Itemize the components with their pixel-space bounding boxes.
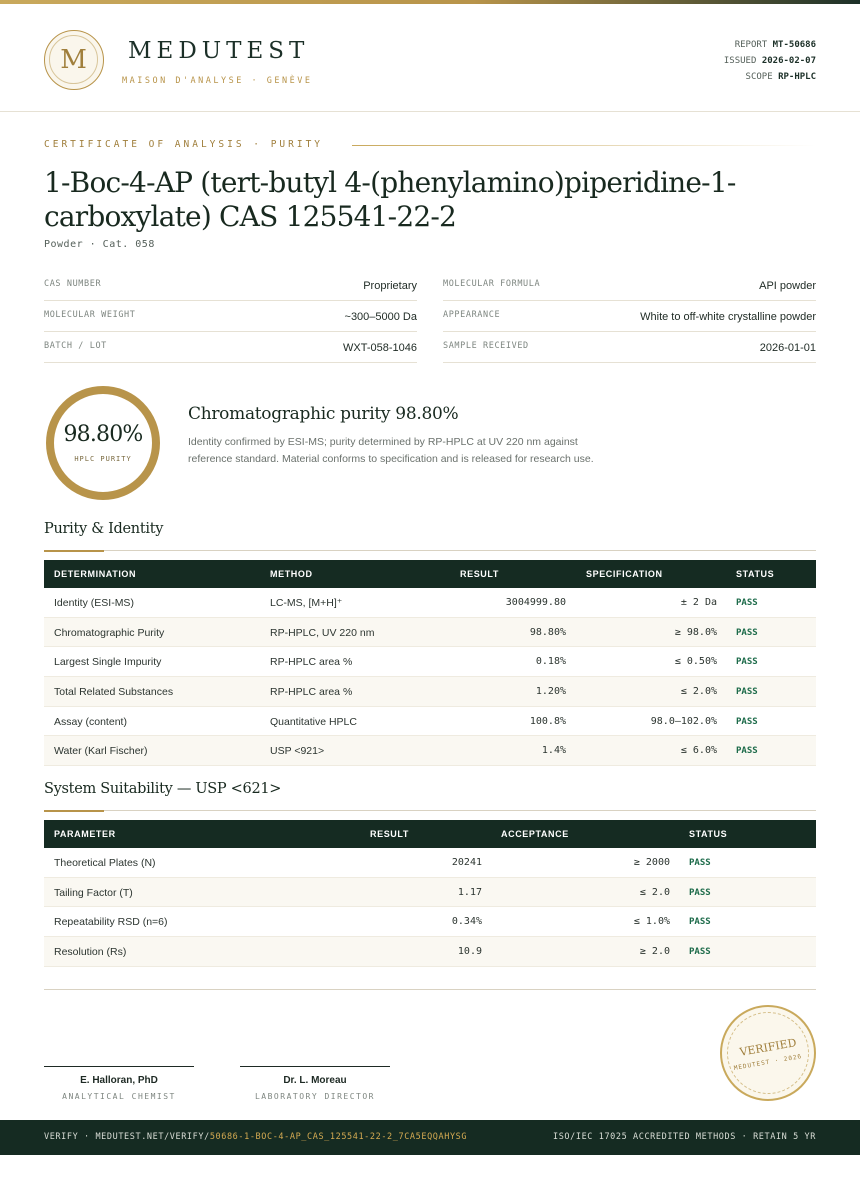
table-row <box>44 647 816 677</box>
seal-text: VERIFIED <box>738 1036 798 1059</box>
cell-parameter: Resolution (Rs) <box>54 946 127 959</box>
status-badge: PASS <box>689 917 711 928</box>
col-header: STATUS <box>736 569 775 579</box>
cell-result: 98.80% <box>529 626 566 638</box>
info-row <box>443 270 816 301</box>
info-row <box>443 301 816 332</box>
status-badge: PASS <box>736 687 758 698</box>
info-grid-left <box>44 270 417 363</box>
col-header: ACCEPTANCE <box>501 829 569 839</box>
cell-result: 0.18% <box>535 656 566 668</box>
purity-ring-label: HPLC PURITY <box>74 455 132 463</box>
cell-parameter: Repeatability RSD (n=6) <box>54 916 168 929</box>
info-row <box>443 332 816 363</box>
cell-result: 1.17 <box>457 886 482 898</box>
status-badge: PASS <box>736 627 758 638</box>
info-label: SAMPLE RECEIVED <box>443 341 529 351</box>
signature-block <box>240 1066 390 1101</box>
brand-tagline: MAISON D'ANALYSE · GENÈVE <box>122 76 313 86</box>
verified-seal <box>720 1005 816 1101</box>
info-value: White to off-white crystalline powder <box>640 311 816 323</box>
cell-acceptance: ≤ 1.0% <box>633 916 670 928</box>
signatory-role: ANALYTICAL CHEMIST <box>62 1092 176 1101</box>
footer <box>0 1120 860 1155</box>
cell-result: 100.8% <box>529 715 566 727</box>
report-line: REPORT MT-50686 <box>734 40 816 50</box>
cell-result: 10.9 <box>457 946 482 958</box>
cell-determination: Total Related Substances <box>54 686 174 699</box>
cell-spec: ± 2 Da <box>680 597 717 608</box>
cell-method: RP-HPLC area % <box>270 686 353 699</box>
section-title: Purity & Identity <box>44 521 164 537</box>
table-header <box>44 820 816 848</box>
status-badge: PASS <box>689 858 711 868</box>
cell-result: 3004999.80 <box>505 597 566 608</box>
info-row <box>44 301 417 332</box>
table-row <box>44 707 816 737</box>
table-row <box>44 588 816 618</box>
status-badge: PASS <box>689 887 711 898</box>
report-meta <box>724 37 816 85</box>
cell-parameter: Theoretical Plates (N) <box>54 857 156 869</box>
purity-heading: Chromatographic purity 98.80% <box>188 404 459 424</box>
seal-subtext: MEDUTEST · 2026 <box>733 1053 803 1072</box>
section-title: System Suitability — USP <621> <box>44 781 282 797</box>
cell-spec: 98.0–102.0% <box>650 715 717 727</box>
table-row <box>44 878 816 908</box>
verify-line <box>44 1132 467 1142</box>
info-value: 2026-01-01 <box>759 342 816 354</box>
col-header: STATUS <box>689 829 728 839</box>
table-row <box>44 937 816 967</box>
cell-method: LC-MS, [M+H]⁺ <box>270 597 343 609</box>
info-row <box>44 270 417 301</box>
cell-determination: Chromatographic Purity <box>54 626 165 639</box>
cell-spec: ≤ 6.0% <box>680 745 717 757</box>
verify-link[interactable]: 50686-1-BOC-4-AP_CAS_125541-22-2_7CA5EQQAHYSG <box>209 1132 468 1142</box>
section-purity-identity <box>44 521 816 551</box>
cell-spec: ≤ 2.0% <box>680 686 717 698</box>
logo-letter: M <box>60 45 87 75</box>
table-row <box>44 677 816 707</box>
table-header <box>44 560 816 588</box>
signatory-role: LABORATORY DIRECTOR <box>254 1092 375 1101</box>
header <box>0 4 860 112</box>
purity-table <box>44 560 816 766</box>
status-badge: PASS <box>736 746 758 757</box>
cell-acceptance: ≤ 2.0 <box>639 886 670 898</box>
signature-block <box>44 1066 194 1101</box>
brand-name: MEDUTEST <box>128 38 310 64</box>
table-row <box>44 848 816 878</box>
col-header: RESULT <box>370 829 409 839</box>
status-badge: PASS <box>736 598 758 608</box>
info-label: MOLECULAR FORMULA <box>443 279 541 289</box>
col-header: RESULT <box>460 569 499 579</box>
table-row <box>44 618 816 648</box>
accreditation-note: ISO/IEC 17025 ACCREDITED METHODS · RETAIN 5 YR <box>552 1132 816 1142</box>
info-value: WXT-058-1046 <box>343 342 417 354</box>
product-subtitle: Powder · Cat. 058 <box>44 239 155 250</box>
product-title: 1-Boc-4-AP (tert-butyl 4-(phenylamino)piperidine-1-carboxylate) CAS 125541-22-2 <box>44 166 736 233</box>
section-accent <box>44 810 104 812</box>
cell-method: USP <921> <box>270 745 325 758</box>
eyebrow-rule <box>352 145 816 146</box>
info-value: Proprietary <box>363 280 417 292</box>
table-row <box>44 907 816 937</box>
info-label: MOLECULAR WEIGHT <box>44 310 136 320</box>
doc-eyebrow: CERTIFICATE OF ANALYSIS · PURITY <box>44 139 324 150</box>
table-row <box>44 736 816 766</box>
cell-result: 1.4% <box>541 745 566 757</box>
cell-result: 0.34% <box>451 916 482 928</box>
signatory-name: Dr. L. Moreau <box>283 1075 347 1086</box>
cell-determination: Largest Single Impurity <box>54 656 162 669</box>
cell-determination: Identity (ESI-MS) <box>54 597 134 609</box>
cell-result: 1.20% <box>535 686 566 698</box>
cell-parameter: Tailing Factor (T) <box>54 886 133 899</box>
verify-prefix: VERIFY · MEDUTEST.NET/VERIFY/ <box>44 1132 210 1142</box>
cell-method: RP-HPLC, UV 220 nm <box>270 626 375 639</box>
signatory-name: E. Halloran, PhD <box>80 1075 158 1086</box>
purity-ring <box>46 386 160 500</box>
cell-method: Quantitative HPLC <box>270 715 357 728</box>
cell-spec: ≥ 98.0% <box>674 626 717 638</box>
info-grid-right <box>443 270 816 363</box>
scope-line: SCOPE RP-HPLC <box>745 72 816 82</box>
suitability-table <box>44 820 816 967</box>
cell-acceptance: ≥ 2.0 <box>639 946 670 958</box>
cell-determination: Water (Karl Fischer) <box>54 745 148 758</box>
purity-description: Identity confirmed by ESI-MS; purity determined by RP-HPLC at UV 220 nm against reference standard. Material conforms to specification and is released for research use. <box>188 436 594 465</box>
logo-monogram <box>44 30 104 90</box>
cell-method: RP-HPLC area % <box>270 656 353 669</box>
col-header: PARAMETER <box>54 829 116 839</box>
section-accent <box>44 550 104 552</box>
content-divider <box>44 989 816 990</box>
info-label: APPEARANCE <box>443 310 501 320</box>
status-badge: PASS <box>736 657 758 668</box>
status-badge: PASS <box>736 716 758 727</box>
col-header: DETERMINATION <box>54 569 137 579</box>
info-row <box>44 332 417 363</box>
cell-spec: ≤ 0.50% <box>674 656 717 668</box>
info-label: CAS NUMBER <box>44 279 102 289</box>
section-system-suitability <box>44 781 816 811</box>
info-label: BATCH / LOT <box>44 341 107 351</box>
cell-acceptance: ≥ 2000 <box>633 857 670 868</box>
cell-result: 20241 <box>451 857 482 868</box>
issued-line: ISSUED 2026-02-07 <box>723 56 816 66</box>
status-badge: PASS <box>689 947 711 958</box>
col-header: SPECIFICATION <box>586 569 663 579</box>
info-value: API powder <box>759 280 816 292</box>
cell-determination: Assay (content) <box>54 715 127 728</box>
col-header: METHOD <box>270 569 313 579</box>
info-value: ~300–5000 Da <box>344 311 417 323</box>
purity-ring-value: 98.80% <box>63 422 143 447</box>
